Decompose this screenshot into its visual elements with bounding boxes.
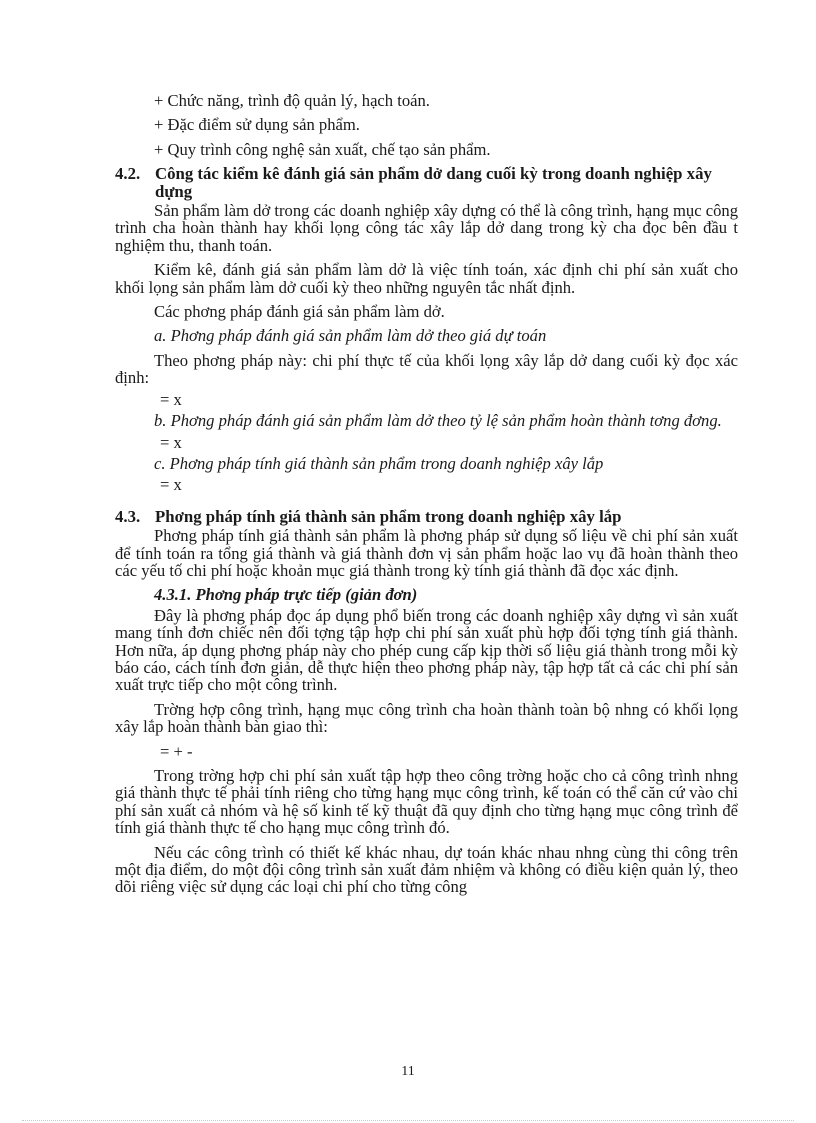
section-heading-4-2 bbox=[115, 165, 738, 200]
paragraph: Sản phẩm làm dở trong các doanh nghiệp xây dựng có thể là công trình, hạng mục công trình cha hoàn thành hay khối lọng công tác xây lắp dở dang trong kỳ cha đọc bên đầu t nghiệm thu, thanh toán. bbox=[115, 201, 738, 255]
subsection-heading-4-3-1: 4.3.1. Phơng pháp trực tiếp (giản đơn) bbox=[154, 585, 418, 605]
bullet-item: + Chức năng, trình độ quản lý, hạch toán. bbox=[154, 91, 430, 110]
paragraph: Phơng pháp tính giá thành sản phẩm là phơng pháp sử dụng số liệu về chi phí sản xuất để tính toán ra tổng giá thành và giá thành đơn vị sản phẩm hoặc lao vụ đã hoàn thành theo các yếu tố chi phí hoặc khoản mục giá thành trong kỳ tính giá thành đã đọc xác định. bbox=[115, 526, 738, 580]
subheading-b: b. Phơng pháp đánh giá sản phẩm làm dở theo tỷ lệ sản phẩm hoàn thành tơng đơng. bbox=[154, 411, 722, 431]
formula: = x bbox=[160, 432, 182, 452]
formula: = + - bbox=[160, 741, 193, 761]
paragraph: Đây là phơng pháp đọc áp dụng phổ biến trong các doanh nghiệp xây dựng vì sản xuất mang tính đơn chiếc nên đối tợng tập hợp chi phí sản xuất phù hợp đối tợng tính giá thành. Hơn nữa, áp dụng phơng pháp này cho phép cung cấp kịp thời số liệu giá thành trong mỗi kỳ báo cáo, cách tính đơn giản, dễ thực hiện theo phơng pháp này, tập hợp tất cả các chi phí sản xuất trực tiếp cho một công trình. bbox=[115, 605, 738, 695]
paragraph: Nếu các công trình có thiết kế khác nhau, dự toán khác nhau nhng cùng thi công trên một địa điểm, do một đội công trình sản xuất đảm nhiệm và không có điều kiện quản lý, theo dõi riêng việc sử dụng các loại chi phí cho từng công bbox=[115, 842, 738, 897]
paragraph: Theo phơng pháp này: chi phí thực tế của khối lọng xây lắp dở dang cuối kỳ đọc xác định: bbox=[115, 350, 738, 388]
page-number: 11 bbox=[401, 1064, 415, 1079]
formula: = x bbox=[160, 389, 182, 409]
paragraph: Các phơng pháp đánh giá sản phẩm làm dở. bbox=[154, 302, 445, 322]
bullet-item: + Đặc điểm sử dụng sản phẩm. bbox=[154, 115, 360, 135]
paragraph: Trong trờng hợp chi phí sản xuất tập hợp theo công trờng hoặc cho cả công trình nhng giá thành thực tế phải tính riêng cho từng hạng mục công trình, kế toán có thể căn cứ vào chi phí sản xuất cả nhóm và hệ số kinh tế kỹ thuật đã quy định cho từng hạng mục công trình để tính giá thành thực tế cho hạng mục công trình đó. bbox=[115, 766, 738, 838]
section-title: Công tác kiểm kê đánh giá sản phẩm dở dang cuối kỳ trong doanh nghiệp xây dựng bbox=[155, 164, 712, 201]
subheading-c: c. Phơng pháp tính giá thành sản phẩm trong doanh nghiệp xây lắp bbox=[154, 453, 604, 473]
formula: = x bbox=[160, 475, 182, 495]
subheading-a: a. Phơng pháp đánh giá sản phẩm làm dở theo giá dự toán bbox=[154, 326, 547, 346]
paragraph: Trờng hợp công trình, hạng mục công trình cha hoàn thành toàn bộ nhng có khối lọng xây lắp hoàn thành bàn giao thì: bbox=[115, 699, 738, 737]
bullet-item: + Quy trình công nghệ sản xuất, chế tạo sản phẩm. bbox=[154, 139, 491, 159]
page-bottom-divider bbox=[22, 1120, 794, 1121]
page-content bbox=[115, 92, 738, 896]
section-heading-4-3 bbox=[115, 508, 738, 525]
section-number: 4.2. bbox=[115, 164, 141, 184]
paragraph: Kiểm kê, đánh giá sản phẩm làm dở là việc tính toán, xác định chi phí sản xuất cho khối lọng sản phẩm làm dở cuối kỳ theo những nguyên tắc nhất định. bbox=[115, 260, 738, 297]
section-title: Phơng pháp tính giá thành sản phẩm trong doanh nghiệp xây lắp bbox=[155, 506, 622, 526]
section-number: 4.3. bbox=[115, 506, 141, 526]
